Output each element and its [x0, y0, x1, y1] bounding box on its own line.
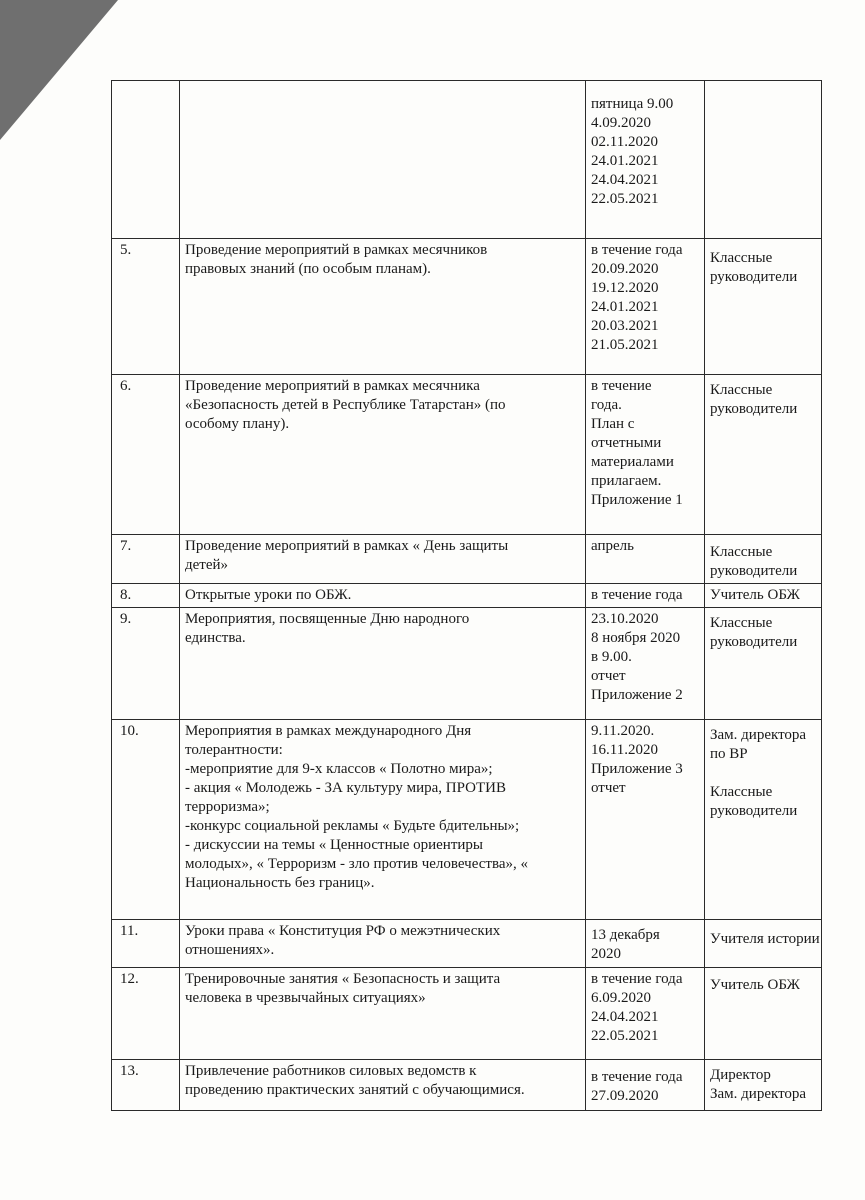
row-number: 9. [112, 608, 180, 720]
responsible-cell: Классные руководители [705, 375, 822, 535]
table-row [112, 81, 822, 239]
responsible-cell [705, 81, 822, 239]
dates-cell: 23.10.2020 8 ноября 2020 в 9.00. отчет Приложение 2 [586, 608, 705, 720]
row-number [112, 81, 180, 239]
row-number: 8. [112, 584, 180, 608]
event-cell [180, 81, 586, 239]
table-row [112, 1060, 822, 1111]
responsible-cell: Классные руководители [705, 239, 822, 375]
responsible-cell: Учитель ОБЖ [705, 584, 822, 608]
events-table [111, 80, 822, 1111]
responsible-cell: Учителя истории [705, 920, 822, 968]
table-row [112, 535, 822, 584]
event-cell: Привлечение работников силовых ведомств к проведению практических занятий с обучающимися. [180, 1060, 586, 1111]
responsible-cell: Директор Зам. директора [705, 1060, 822, 1111]
dates-cell: в течение года 20.09.2020 19.12.2020 24.01.2021 20.03.2021 21.05.2021 [586, 239, 705, 375]
row-number: 10. [112, 720, 180, 920]
table-row [112, 239, 822, 375]
row-number: 13. [112, 1060, 180, 1111]
table-row [112, 608, 822, 720]
table-row [112, 375, 822, 535]
row-number: 7. [112, 535, 180, 584]
event-cell: Тренировочные занятия « Безопасность и защита человека в чрезвычайных ситуациях» [180, 968, 586, 1060]
responsible-cell: Учитель ОБЖ [705, 968, 822, 1060]
event-cell: Проведение мероприятий в рамках месячников правовых знаний (по особым планам). [180, 239, 586, 375]
table-row [112, 720, 822, 920]
dates-cell: в течение года. План с отчетными материалами прилагаем. Приложение 1 [586, 375, 705, 535]
row-number: 11. [112, 920, 180, 968]
table-row [112, 920, 822, 968]
row-number: 6. [112, 375, 180, 535]
dates-cell: пятница 9.00 4.09.2020 02.11.2020 24.01.2021 24.04.2021 22.05.2021 [586, 81, 705, 239]
responsible-cell: Зам. директора по ВР Классные руководители [705, 720, 822, 920]
event-cell: Уроки права « Конституция РФ о межэтнических отношениях». [180, 920, 586, 968]
event-cell: Проведение мероприятий в рамках « День защиты детей» [180, 535, 586, 584]
dates-cell: 9.11.2020. 16.11.2020 Приложение 3 отчет [586, 720, 705, 920]
dates-cell: в течение года 27.09.2020 [586, 1060, 705, 1111]
dates-cell: 13 декабря 2020 [586, 920, 705, 968]
event-cell: Открытые уроки по ОБЖ. [180, 584, 586, 608]
row-number: 5. [112, 239, 180, 375]
event-cell: Мероприятия, посвященные Дню народного единства. [180, 608, 586, 720]
table-row [112, 968, 822, 1060]
event-cell: Мероприятия в рамках международного Дня толерантности: -мероприятие для 9-х классов « Полотно мира»; - акция « Молодежь - ЗА культуру мира, ПРОТИВ терроризма»; -конкурс социальной рекламы « Будьте бдительны»; - дискуссии на темы « Ценностные ориентиры молодых», « Терроризм - зло против человечества», « Национальность без границ». [180, 720, 586, 920]
table-row [112, 584, 822, 608]
dates-cell: апрель [586, 535, 705, 584]
dates-cell: в течение года [586, 584, 705, 608]
events-table-body [112, 81, 822, 1111]
event-cell: Проведение мероприятий в рамках месячника «Безопасность детей в Республике Татарстан» (по особому плану). [180, 375, 586, 535]
dates-cell: в течение года 6.09.2020 24.04.2021 22.05.2021 [586, 968, 705, 1060]
row-number: 12. [112, 968, 180, 1060]
responsible-cell: Классные руководители [705, 535, 822, 584]
responsible-cell: Классные руководители [705, 608, 822, 720]
